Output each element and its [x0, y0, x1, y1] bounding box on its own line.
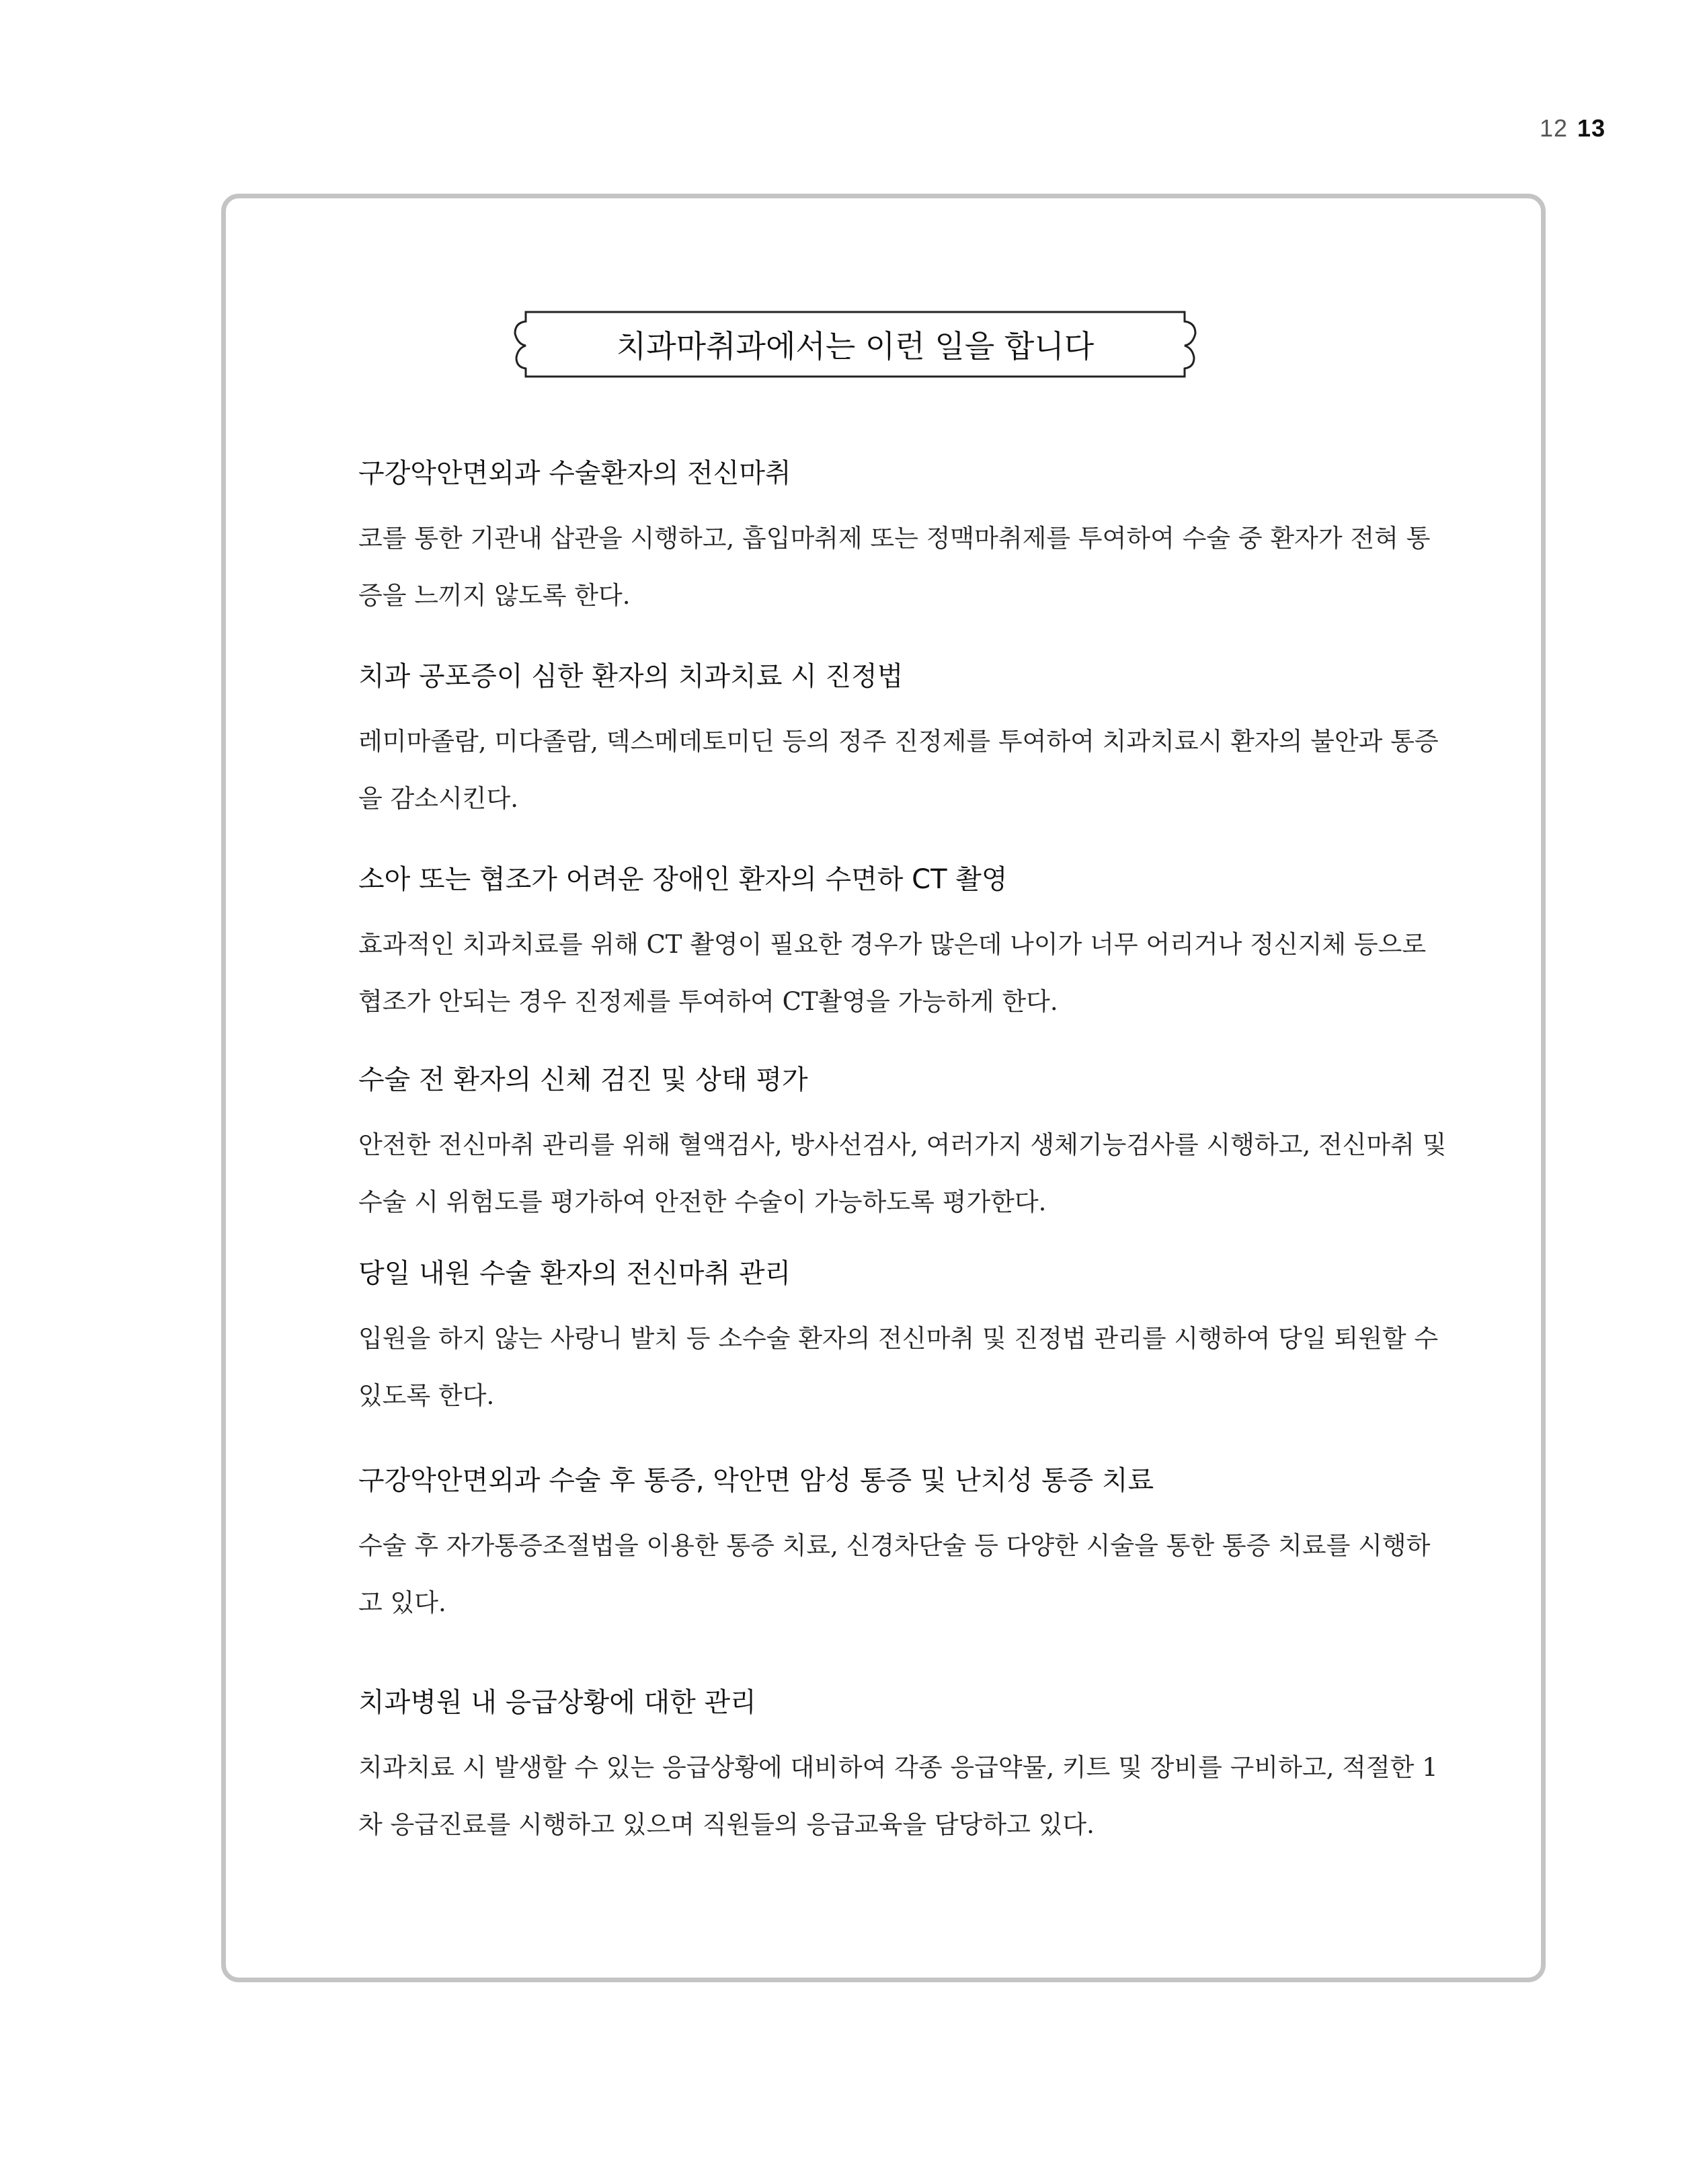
section-heading: 치과 공포증이 심한 환자의 치과치료 시 진정법 — [358, 661, 904, 692]
page-title: 치과마취과에서는 이런 일을 합니다 — [616, 328, 1095, 364]
section-heading: 소아 또는 협조가 어려운 장애인 환자의 수면하 CT 촬영 — [358, 864, 1008, 895]
section-preop-evaluation — [358, 1061, 1447, 1231]
section-ct-sedation — [358, 861, 1447, 1030]
title-banner — [506, 311, 1205, 378]
section-general-anesthesia — [358, 455, 1447, 624]
section-emergency-management — [358, 1684, 1447, 1853]
page-number-current: 13 — [1577, 114, 1606, 142]
section-body: 수술 후 자가통증조절법을 이용한 통증 치료, 신경차단술 등 다양한 시술을 통한 통증 치료를 시행하고 있다. — [358, 1531, 1431, 1617]
section-pain-treatment — [358, 1462, 1447, 1631]
section-body: 레미마졸람, 미다졸람, 덱스메데토미딘 등의 정주 진정제를 투여하여 치과치료시 환자의 불안과 통증을 감소시킨다. — [358, 727, 1439, 813]
section-day-surgery — [358, 1255, 1447, 1424]
section-body: 안전한 전신마취 관리를 위해 혈액검사, 방사선검사, 여러가지 생체기능검사를 시행하고, 전신마취 및 수술 시 위험도를 평가하여 안전한 수술이 가능하도록 평가한다. — [358, 1130, 1447, 1216]
section-heading: 구강악안면외과 수술환자의 전신마취 — [358, 458, 791, 489]
section-heading: 치과병원 내 응급상황에 대한 관리 — [358, 1687, 756, 1718]
page-number — [1540, 114, 1605, 143]
page-number-previous: 12 — [1540, 114, 1569, 142]
section-sedation — [358, 658, 1447, 827]
section-heading: 당일 내원 수술 환자의 전신마취 관리 — [358, 1258, 791, 1289]
section-body: 입원을 하지 않는 사랑니 발치 등 소수술 환자의 전신마취 및 진정법 관리를 시행하여 당일 퇴원할 수 있도록 한다. — [358, 1324, 1439, 1410]
section-body: 효과적인 치과치료를 위해 CT 촬영이 필요한 경우가 많은데 나이가 너무 어리거나 정신지체 등으로 협조가 안되는 경우 진정제를 투여하여 CT촬영을 가능하게 한다. — [358, 930, 1427, 1016]
section-heading: 수술 전 환자의 신체 검진 및 상태 평가 — [358, 1064, 808, 1095]
section-body: 치과치료 시 발생할 수 있는 응급상황에 대비하여 각종 응급약물, 키트 및 장비를 구비하고, 적절한 1차 응급진료를 시행하고 있으며 직원들의 응급교육을 담당하고 있다. — [358, 1753, 1438, 1839]
section-heading: 구강악안면외과 수술 후 통증, 악안면 암성 통증 및 난치성 통증 치료 — [358, 1465, 1154, 1496]
section-body: 코를 통한 기관내 삽관을 시행하고, 흡입마취제 또는 정맥마취제를 투여하여 수술 중 환자가 전혀 통증을 느끼지 않도록 한다. — [358, 524, 1431, 610]
